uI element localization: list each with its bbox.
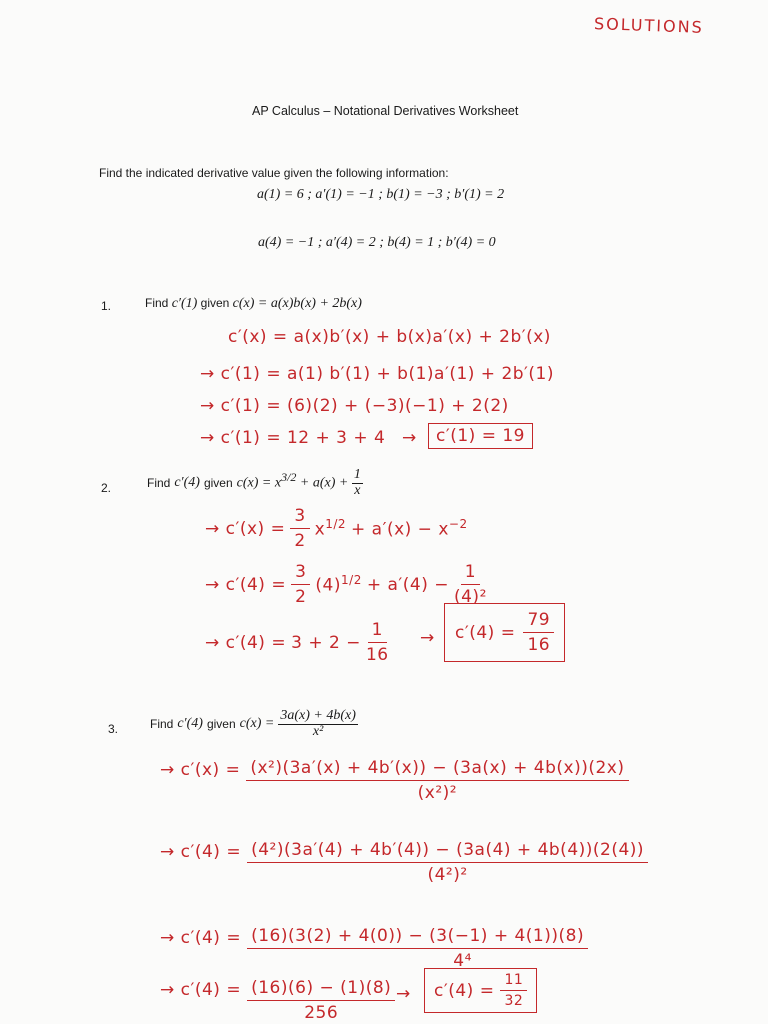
fraction-numerator: (x²)(3a′(x) + 4b′(x)) − (3a(x) + 4b(x))(2x) — [246, 758, 628, 781]
step-lead: → c′(4) = — [160, 842, 242, 862]
problem-2-prompt — [147, 468, 363, 498]
function-mid: + a(x) + — [296, 475, 349, 491]
step-lead: → c′(4) = — [160, 928, 242, 948]
problem-3-step-1 — [160, 758, 629, 803]
step-lead: → c′(x) = — [205, 518, 286, 539]
fraction-denominator: (4²)² — [427, 865, 468, 885]
problem-1-step-1: c′(x) = a(x)b′(x) + b(x)a′(x) + 2b′(x) — [228, 327, 551, 347]
coefficient-denominator: 2 — [294, 531, 306, 551]
problem-1-prompt — [145, 296, 362, 312]
fraction-denominator: (4)² — [453, 587, 487, 607]
step-body: 3 + 2 − — [291, 632, 361, 653]
prompt-target: c′(4) — [177, 716, 203, 732]
step-lead: → c′(4) = — [205, 574, 287, 595]
step-exponent: 1/2 — [341, 573, 362, 588]
step-body: $(4)^{1/2}$ — [315, 573, 362, 596]
fraction-numerator: 1 — [461, 562, 480, 585]
step-exponent: 1/2 — [325, 517, 347, 532]
prompt-function-fraction — [278, 709, 358, 739]
problem-2-answer-arrow: → — [420, 628, 435, 648]
function-exponent: 3/2 — [281, 469, 297, 484]
fraction-numerator: 1 — [368, 620, 387, 643]
instructions-text: Find the indicated derivative value given the following information: — [99, 166, 449, 180]
answer-denominator: 32 — [504, 993, 524, 1009]
step-fraction — [247, 978, 395, 1023]
problem-2-step-3 — [205, 620, 389, 665]
step-fraction — [247, 840, 648, 885]
function-fraction — [352, 468, 363, 498]
step-lead: → c′(x) = — [160, 760, 241, 780]
step-lead: → c′(4) = — [160, 980, 242, 1000]
given-values-line-1: a(1) = 6 ; a′(1) = −1 ; b(1) = −3 ; b′(1) = 2 — [257, 187, 505, 202]
problem-1-step-3: → c′(1) = (6)(2) + (−3)(−1) + 2(2) — [200, 396, 509, 416]
step-coefficient — [290, 506, 309, 551]
answer-fraction — [500, 972, 527, 1009]
problem-1-step-2: → c′(1) = a(1) b′(1) + b(1)a′(1) + 2b′(1) — [200, 364, 555, 384]
fraction-numerator: (4²)(3a′(4) + 4b′(4)) − (3a(4) + 4b(4))(2(4)) — [247, 840, 648, 863]
worksheet-title: AP Calculus – Notational Derivatives Worksheet — [252, 104, 519, 118]
problem-3-answer-box — [424, 968, 537, 1013]
answer-numerator: 11 — [500, 972, 527, 991]
fraction-denominator: 4⁴ — [453, 951, 472, 971]
problem-3-number: 3. — [108, 722, 119, 736]
fraction-numerator: 1 — [353, 467, 361, 482]
prompt-given-word: given — [200, 296, 230, 310]
answer-lead: c′(4) = — [434, 980, 495, 1001]
coefficient-denominator: 2 — [295, 587, 307, 607]
problem-1-answer-box: c′(1) = 19 — [428, 423, 533, 449]
problem-3-step-4 — [160, 978, 395, 1023]
step-coefficient — [291, 562, 310, 607]
answer-numerator: 79 — [523, 610, 554, 633]
step-tail: + $a'(x) - x^{-2}$ — [351, 517, 468, 540]
given-values-line-2: a(4) = −1 ; a′(4) = 2 ; b(4) = 1 ; b′(4) = 0 — [258, 235, 496, 250]
coefficient-numerator: 3 — [291, 562, 310, 585]
step-fraction — [454, 562, 487, 607]
answer-denominator: 16 — [527, 635, 551, 655]
problem-2-step-2 — [205, 562, 487, 607]
problem-2-number: 2. — [101, 481, 112, 495]
problem-1-answer-arrow: → — [402, 428, 417, 448]
function-lead: c(x) = x — [236, 475, 282, 491]
problem-1-step-4: → c′(1) = 12 + 3 + 4 — [200, 428, 386, 448]
fraction-denominator: (x²)² — [417, 783, 458, 803]
step-tail: + a′(4) − — [366, 574, 449, 595]
prompt-function-lead: c(x) = — [239, 716, 275, 732]
prompt-function: c(x) = a(x)b(x) + 2b(x) — [232, 296, 362, 311]
step-fraction — [247, 926, 588, 971]
prompt-function — [237, 468, 363, 498]
problem-3-answer-arrow: → — [396, 984, 411, 1004]
prompt-find-word: Find — [147, 476, 171, 491]
prompt-target: c′(4) — [174, 475, 200, 491]
fraction-denominator: 256 — [304, 1003, 339, 1023]
prompt-given-word: given — [203, 476, 233, 491]
problem-1-number: 1. — [101, 299, 112, 313]
answer-lead: c′(4) = — [455, 622, 516, 643]
problem-2-answer-box — [444, 603, 565, 662]
fraction-denominator: 16 — [365, 645, 389, 665]
problem-3-step-3 — [160, 926, 588, 971]
step-fraction — [366, 620, 389, 665]
fraction-denominator: x — [354, 482, 361, 498]
prompt-given-word: given — [206, 717, 236, 732]
fraction-numerator: (16)(3(2) + 4(0)) − (3(−1) + 4(1))(8) — [247, 926, 588, 949]
prompt-find-word: Find — [145, 296, 169, 310]
fraction-denominator: x² — [312, 723, 324, 739]
coefficient-numerator: 3 — [290, 506, 309, 529]
answer-fraction — [523, 610, 554, 655]
fraction-numerator: 3a(x) + 4b(x) — [280, 708, 356, 723]
step-lead: → c′(4) = — [205, 632, 287, 653]
problem-3-step-2 — [160, 840, 648, 885]
tail-exponent: −2 — [448, 517, 468, 532]
problem-2-step-1 — [205, 506, 468, 551]
step-body: $x^{1/2}$ — [314, 517, 347, 540]
problem-3-prompt — [150, 709, 358, 739]
prompt-find-word: Find — [150, 717, 174, 732]
step-fraction — [246, 758, 628, 803]
fraction-numerator: (16)(6) − (1)(8) — [247, 978, 395, 1001]
prompt-target: c′(1) — [171, 296, 198, 311]
solutions-label: SOLUTIONS — [593, 14, 705, 37]
